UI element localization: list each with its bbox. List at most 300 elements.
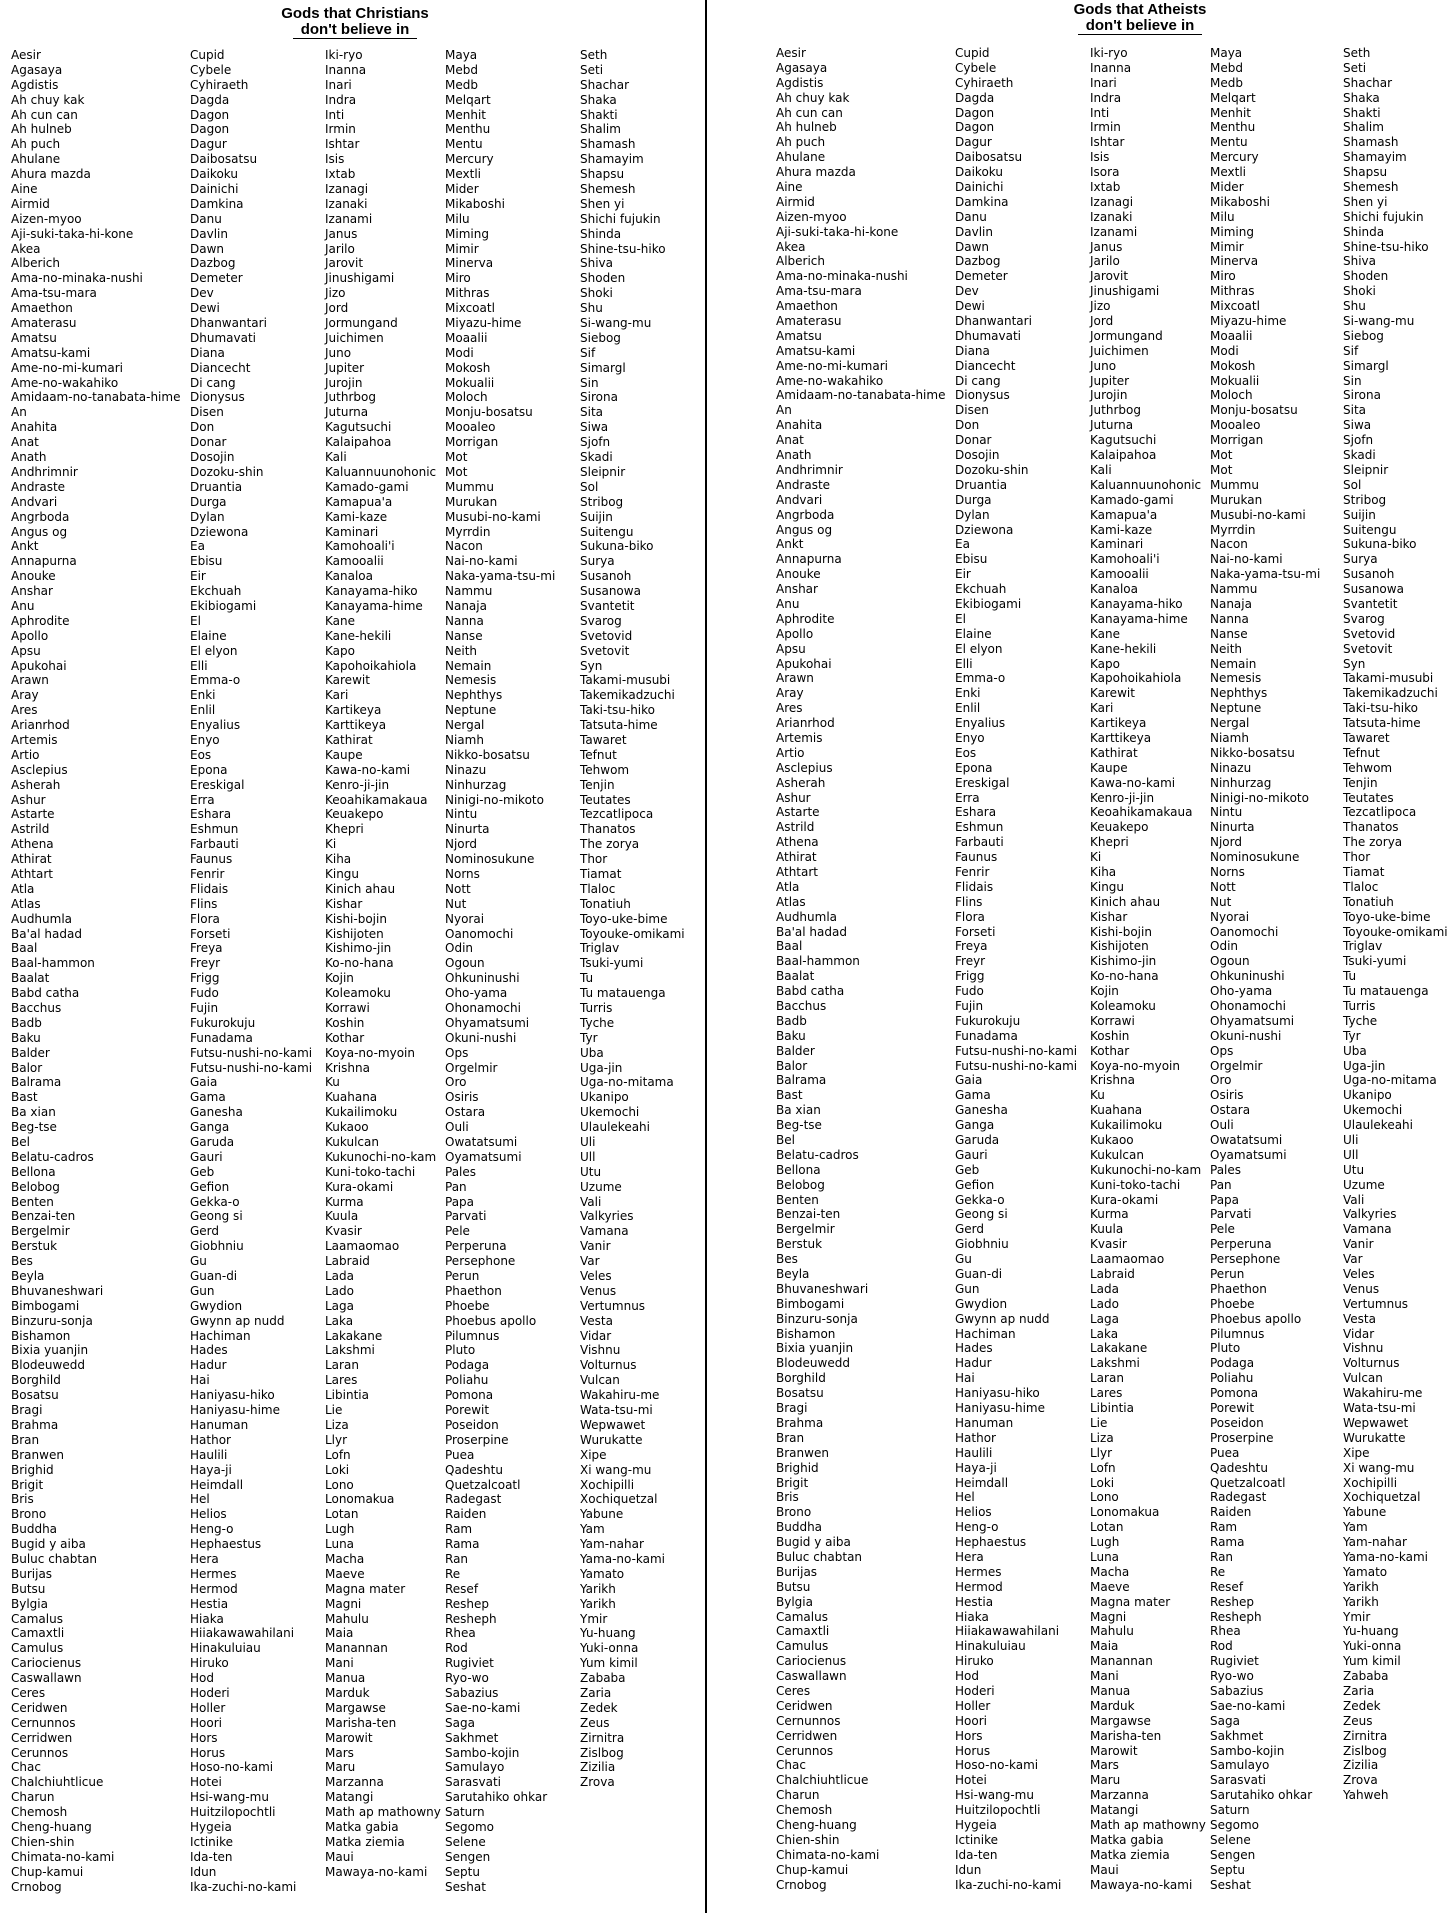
god-name: Hod — [190, 1671, 214, 1686]
god-name: Kiha — [1090, 864, 1117, 879]
god-name: Sol — [580, 479, 599, 494]
god-name: Janus — [325, 226, 358, 241]
god-name: Bast — [776, 1088, 803, 1103]
god-name: Koshin — [1090, 1028, 1130, 1043]
god-name: Inari — [325, 77, 352, 92]
god-name: Bran — [776, 1430, 805, 1445]
god-name: Tehwom — [1343, 760, 1393, 775]
god-name: Mokosh — [445, 360, 491, 375]
god-name: Sjofn — [580, 435, 611, 450]
god-name: Ika-zuchi-no-kami — [190, 1879, 297, 1894]
god-name: Re — [445, 1566, 461, 1581]
god-name: Pomona — [445, 1388, 494, 1403]
god-name: Mokosh — [1210, 358, 1256, 373]
god-name: Perun — [445, 1269, 480, 1284]
god-name: Gaia — [955, 1073, 983, 1088]
god-name: Fujin — [190, 1001, 219, 1015]
god-name: Svetovid — [1343, 626, 1396, 641]
god-name: Kvasir — [325, 1224, 362, 1239]
god-name: Apsu — [11, 643, 41, 658]
god-name: Ixtab — [1090, 180, 1121, 195]
god-name: Dewi — [190, 301, 220, 316]
god-name: Janus — [1090, 239, 1123, 254]
god-name: Korrawi — [325, 1001, 370, 1015]
god-name: Anat — [11, 435, 39, 450]
god-name: Xochiquetzal — [1343, 1490, 1421, 1505]
god-name: Lonomakua — [1090, 1505, 1160, 1520]
god-name: Kishi-bojin — [325, 911, 387, 926]
god-name: Ixtab — [325, 167, 356, 182]
god-name: Ahulane — [11, 152, 61, 167]
god-name: Oyamatsumi — [1210, 1147, 1287, 1162]
god-name: Hoori — [955, 1713, 987, 1728]
god-name: Mawaya-no-kami — [325, 1864, 428, 1879]
god-name: Neptune — [445, 703, 497, 718]
god-name: Cerridwen — [11, 1730, 73, 1745]
god-name: Akea — [11, 241, 41, 256]
god-name: Ryo-wo — [445, 1671, 489, 1686]
god-name: Buddha — [11, 1522, 58, 1537]
god-name: Chup-kamui — [11, 1864, 84, 1879]
god-name: Apollo — [776, 626, 814, 641]
god-name: Brahma — [776, 1415, 824, 1430]
god-name: Demeter — [955, 269, 1008, 284]
god-name: Bragi — [11, 1403, 43, 1418]
god-name: Nanse — [445, 628, 483, 643]
god-name: Vanir — [580, 1239, 611, 1254]
god-name: Bylgia — [11, 1596, 48, 1611]
god-name: Dionysus — [190, 390, 245, 405]
god-name: Sleipnir — [1343, 462, 1389, 477]
god-name: Ame-no-wakahiko — [776, 373, 884, 388]
god-name: The zorya — [580, 837, 640, 852]
god-name: Nikko-bosatsu — [1210, 745, 1295, 760]
god-name: Karttikeya — [1090, 730, 1152, 745]
god-name: Badb — [776, 1013, 807, 1028]
god-name: Ogoun — [1210, 954, 1250, 969]
god-name: Caswallawn — [776, 1669, 847, 1684]
god-name: Sarasvati — [445, 1775, 502, 1790]
god-name: Raiden — [1210, 1505, 1252, 1520]
god-name: Mercury — [445, 152, 494, 167]
god-name: Hadur — [955, 1356, 992, 1371]
god-name: Ogoun — [445, 956, 485, 971]
god-name: Thor — [1343, 850, 1371, 865]
god-name: Gekka-o — [955, 1192, 1005, 1207]
god-name: Horus — [190, 1745, 226, 1760]
god-name: Quetzalcoatl — [445, 1477, 521, 1492]
god-name: Kuula — [1090, 1222, 1124, 1237]
god-name: Hiruko — [955, 1654, 994, 1669]
god-name: Durga — [955, 492, 992, 507]
god-name: Moaalii — [445, 330, 488, 345]
god-name: Hoderi — [190, 1685, 230, 1700]
god-name: Moloch — [1210, 388, 1253, 403]
god-name: Izanagi — [1090, 194, 1134, 209]
god-name: Kojin — [325, 971, 354, 986]
god-name: Kanayama-hime — [1090, 611, 1188, 626]
god-name: Tu matauenga — [1343, 984, 1429, 999]
god-name: Kamooalii — [325, 554, 384, 569]
god-name: Cupid — [190, 48, 225, 62]
god-name: Gu — [190, 1254, 207, 1269]
god-name: Uga-no-mitama — [1343, 1073, 1437, 1088]
god-name: Milu — [445, 211, 470, 226]
god-name: Hinakuluiau — [190, 1641, 261, 1656]
god-name: Aphrodite — [776, 611, 835, 626]
god-name: Balrama — [776, 1073, 827, 1088]
god-name: Shu — [580, 301, 603, 316]
god-name: Flins — [190, 896, 218, 911]
god-name: Valkyries — [580, 1209, 634, 1224]
god-name: Sukuna-biko — [580, 539, 654, 554]
god-name: Amaterasu — [11, 316, 77, 331]
god-name: Porewit — [445, 1403, 490, 1418]
god-name: Gwynn ap nudd — [955, 1311, 1050, 1326]
god-name: Freyr — [955, 954, 986, 969]
god-name: Menthu — [445, 122, 491, 137]
god-name: Lares — [1090, 1386, 1123, 1401]
god-name: Matka ziemia — [325, 1834, 405, 1849]
god-name: Vidar — [580, 1328, 612, 1343]
god-name: Si-wang-mu — [580, 316, 652, 331]
god-name: Nominosukune — [1210, 850, 1300, 865]
god-name: Zaria — [1343, 1683, 1375, 1698]
god-name: Arianrhod — [11, 718, 70, 733]
god-name: Huitzilopochtli — [190, 1805, 276, 1820]
god-name: Ram — [1210, 1520, 1238, 1535]
god-name: Mikaboshi — [1210, 194, 1270, 209]
god-name: Mooaleo — [1210, 418, 1261, 433]
god-name: Xipe — [1343, 1445, 1370, 1460]
god-name: El — [190, 613, 201, 628]
god-name: Naka-yama-tsu-mi — [1210, 567, 1321, 582]
god-name: Yuki-onna — [580, 1641, 639, 1656]
god-name: Macha — [325, 1551, 365, 1566]
god-name: Uzume — [1343, 1177, 1385, 1192]
god-name: Diana — [190, 345, 225, 360]
god-name: Bhuvaneshwari — [776, 1281, 869, 1296]
god-name: Krishna — [1090, 1073, 1135, 1088]
god-name: Izanami — [1090, 224, 1138, 239]
god-name: Poliahu — [1210, 1371, 1254, 1386]
god-name: Izanagi — [325, 182, 369, 197]
god-name: Mokualii — [445, 375, 495, 390]
god-name: Astrild — [11, 822, 50, 837]
god-name: Ohyamatsumi — [445, 1015, 530, 1030]
god-name: Hel — [190, 1492, 210, 1507]
god-name: Cybele — [955, 60, 997, 75]
god-name: Baal — [776, 939, 803, 954]
god-name: Anshar — [776, 582, 818, 597]
god-name: Haniyasu-hiko — [190, 1388, 275, 1403]
god-name: Dhumavati — [955, 328, 1021, 343]
god-name: Surya — [1343, 552, 1378, 567]
god-name: Gekka-o — [190, 1194, 240, 1209]
god-name: Ulaulekeahi — [1343, 1118, 1413, 1133]
god-name: Nephthys — [1210, 686, 1268, 701]
god-name: Chemosh — [776, 1803, 833, 1818]
god-name: Gun — [955, 1281, 980, 1296]
god-name: Yarikh — [580, 1581, 616, 1596]
god-name: Koleamoku — [325, 986, 391, 1001]
god-name: Xochiquetzal — [580, 1492, 658, 1507]
god-name: Kari — [1090, 701, 1114, 716]
god-name: Mot — [1210, 462, 1233, 477]
god-name: Farbauti — [190, 837, 239, 852]
god-name: Magni — [1090, 1609, 1127, 1624]
god-name: Juturna — [1090, 418, 1134, 433]
god-name: Dagur — [955, 135, 992, 150]
god-name: Tefnut — [580, 747, 617, 762]
god-name: Lado — [325, 1283, 354, 1298]
god-name: Gama — [955, 1088, 991, 1103]
god-name: Garuda — [190, 1135, 235, 1150]
god-name: Dawn — [955, 239, 990, 254]
god-name: Okuni-nushi — [1210, 1028, 1282, 1043]
god-name: Donar — [190, 435, 227, 450]
god-name: Tu — [1343, 969, 1357, 984]
god-name: Keoahikamakaua — [325, 792, 428, 807]
god-name: Heimdall — [955, 1475, 1009, 1490]
god-name: Lie — [1090, 1415, 1108, 1430]
god-name: Musubi-no-kami — [445, 509, 541, 524]
god-name: Kukulcan — [1090, 1147, 1144, 1162]
god-name: Ouli — [1210, 1118, 1234, 1133]
god-name: Rugiviet — [1210, 1654, 1259, 1669]
god-name: Charun — [776, 1788, 820, 1803]
god-name: Ceres — [776, 1683, 811, 1698]
god-name: Ull — [1343, 1147, 1359, 1162]
god-name: Libintia — [325, 1388, 369, 1403]
god-name: Moloch — [445, 390, 488, 405]
god-name: Owatatsumi — [1210, 1133, 1283, 1148]
god-name: Amidaam-no-tanabata-hime — [11, 390, 181, 405]
god-name: Melqart — [445, 92, 491, 107]
god-name: Ama-no-minaka-nushi — [11, 271, 143, 286]
god-name: Kami-kaze — [1090, 522, 1153, 537]
god-name: Ohonamochi — [445, 1001, 521, 1015]
god-name: Wurukatte — [580, 1432, 643, 1447]
god-name: Vanir — [1343, 1237, 1374, 1252]
god-name: Ah hulneb — [11, 122, 72, 137]
god-name: Tonatiuh — [580, 896, 631, 911]
god-name: Re — [1210, 1564, 1226, 1579]
god-name: Ninurta — [445, 822, 490, 837]
god-name: Ostara — [1210, 1103, 1251, 1118]
god-name: Kanayama-hime — [325, 598, 423, 613]
god-name: Var — [580, 1254, 600, 1269]
god-name: Nanse — [1210, 626, 1248, 641]
god-name: Nut — [1210, 894, 1232, 909]
god-list-column — [1090, 46, 1206, 1892]
god-name: Maui — [1090, 1862, 1119, 1877]
god-name: Kurma — [325, 1194, 364, 1209]
god-name: Mebd — [1210, 60, 1243, 75]
god-name: Ekibiogami — [955, 596, 1022, 611]
god-name: Nanaja — [445, 598, 487, 613]
god-name: Ninazu — [1210, 760, 1252, 775]
god-name: Yabune — [580, 1507, 624, 1522]
god-name: Jarovit — [1090, 269, 1129, 284]
god-name: Lono — [325, 1477, 354, 1492]
god-name: Seshat — [1210, 1877, 1251, 1892]
god-name: Nemesis — [445, 673, 497, 688]
title-line-1: Gods that Atheists — [1073, 1, 1207, 18]
god-name: Jarovit — [325, 256, 364, 271]
god-name: Rod — [1210, 1639, 1233, 1654]
god-name: Helios — [955, 1505, 992, 1520]
god-name: Suijin — [580, 509, 613, 524]
god-name: Orgelmir — [1210, 1058, 1263, 1073]
god-name: Enki — [955, 686, 981, 701]
god-name: Yuki-onna — [1343, 1639, 1402, 1654]
god-name: Lakakane — [325, 1328, 383, 1343]
god-name: Utu — [1343, 1162, 1365, 1177]
god-name: Tyche — [580, 1015, 615, 1030]
god-name: Sjofn — [1343, 433, 1374, 448]
god-name: Siebog — [1343, 328, 1384, 343]
god-name: Hygeia — [955, 1817, 997, 1832]
god-name: Resheph — [1210, 1609, 1262, 1624]
god-name: Odin — [445, 941, 474, 956]
god-name: Kapo — [325, 643, 355, 658]
god-name: Bugid y aiba — [11, 1537, 86, 1552]
god-name: Balder — [11, 1045, 50, 1060]
god-name: Tiamat — [580, 866, 622, 881]
god-name: Haya-ji — [955, 1460, 997, 1475]
god-name: Futsu-nushi-no-kami — [955, 1058, 1078, 1073]
god-name: Diancecht — [955, 358, 1016, 373]
god-name: Aji-suki-taka-hi-kone — [11, 226, 134, 241]
vertical-divider — [705, 0, 707, 1913]
god-name: Hors — [190, 1730, 218, 1745]
god-name: Seshat — [445, 1879, 486, 1894]
god-name: Shine-tsu-hiko — [1343, 239, 1429, 254]
god-name: Hiiakawawahilani — [955, 1624, 1060, 1639]
god-name: Siwa — [1343, 418, 1372, 433]
god-name: Donar — [955, 433, 992, 448]
god-name: Ran — [445, 1551, 469, 1566]
god-name: Yama-no-kami — [580, 1551, 666, 1566]
god-name: Dziewona — [190, 524, 249, 539]
god-name: Okuni-nushi — [445, 1030, 517, 1045]
title-line-2: don't believe in — [1078, 18, 1203, 35]
god-name: Mider — [445, 182, 479, 197]
god-name: Tezcatlipoca — [1343, 805, 1417, 820]
god-name: Syn — [1343, 656, 1366, 671]
god-name: Vali — [1343, 1192, 1365, 1207]
god-name: Podaga — [1210, 1356, 1255, 1371]
god-name: Sae-no-kami — [445, 1700, 521, 1715]
god-name: Ba xian — [11, 1105, 56, 1120]
god-name: Kapohoikahiola — [325, 658, 417, 673]
god-name: Ah cun can — [776, 105, 843, 120]
god-name: Mithras — [445, 286, 490, 301]
god-name: Hsi-wang-mu — [955, 1788, 1034, 1803]
god-name: Matka gabia — [325, 1819, 399, 1834]
god-name: Cernunnos — [11, 1715, 76, 1730]
god-name: Selene — [445, 1834, 486, 1849]
god-name: Phaethon — [1210, 1281, 1267, 1296]
god-name: Lotan — [325, 1507, 359, 1522]
god-name: Mentu — [445, 137, 483, 152]
god-name: Ki — [325, 837, 337, 852]
god-name: Radegast — [1210, 1490, 1267, 1505]
god-name: Jinushigami — [1090, 284, 1160, 299]
god-name: Sae-no-kami — [1210, 1698, 1286, 1713]
god-name: Bes — [11, 1254, 33, 1269]
god-name: Yu-huang — [580, 1626, 636, 1641]
god-name: Manua — [1090, 1683, 1131, 1698]
god-name: Ouli — [445, 1120, 469, 1135]
god-name: Apukohai — [11, 658, 67, 673]
god-name: Shen yi — [580, 196, 625, 211]
god-name: Kamohoali'i — [1090, 552, 1160, 567]
god-name: Utu — [580, 1164, 602, 1179]
god-name: Sirona — [1343, 388, 1381, 403]
god-name: Lada — [1090, 1281, 1120, 1296]
god-name: Sarasvati — [1210, 1773, 1267, 1788]
god-name: Seti — [580, 62, 604, 77]
god-name: Mithras — [1210, 284, 1255, 299]
god-name: Pele — [1210, 1222, 1235, 1237]
god-name: Agdistis — [776, 75, 824, 90]
god-name: An — [776, 403, 792, 418]
god-name: Hachiman — [190, 1328, 251, 1343]
god-name: Kaminari — [325, 524, 379, 539]
god-name: Margawse — [325, 1700, 386, 1715]
god-name: Anath — [776, 448, 812, 463]
god-name: Hestia — [955, 1594, 994, 1609]
god-name: Daikoku — [190, 167, 238, 182]
god-name: Juturna — [325, 405, 369, 420]
god-name: Amatsu-kami — [776, 343, 856, 358]
god-name: Manannan — [1090, 1654, 1153, 1669]
god-name: Andvari — [11, 494, 58, 509]
god-name: Oanomochi — [445, 926, 514, 941]
god-name: Venus — [580, 1283, 617, 1298]
god-name: Binzuru-sonja — [11, 1313, 93, 1328]
god-name: Hachiman — [955, 1326, 1016, 1341]
god-name: Angrboda — [11, 509, 70, 524]
god-name: Izanaki — [1090, 209, 1133, 224]
god-name: Eir — [190, 569, 206, 584]
god-name: Jormungand — [1090, 328, 1163, 343]
god-name: Nintu — [445, 807, 478, 822]
god-name: Svetovid — [580, 628, 633, 643]
god-name: Dazbog — [190, 256, 236, 271]
god-name: Mebd — [445, 62, 478, 77]
god-name: Seti — [1343, 60, 1367, 75]
god-name: Myrrdin — [1210, 522, 1256, 537]
god-name: Ares — [11, 703, 38, 718]
god-name: Balor — [11, 1060, 43, 1075]
god-name: Thanatos — [1343, 820, 1399, 835]
god-name: Labraid — [1090, 1267, 1135, 1282]
god-name: Morrigan — [1210, 433, 1264, 448]
god-name: Dainichi — [190, 182, 239, 197]
god-name: Ama-tsu-mara — [11, 286, 97, 301]
god-name: Milu — [1210, 209, 1235, 224]
god-name: Idun — [955, 1862, 982, 1877]
god-name: Apollo — [11, 628, 49, 643]
god-name: Shamash — [580, 137, 636, 152]
god-name: Baalat — [11, 971, 50, 986]
god-name: Beg-tse — [11, 1120, 57, 1135]
god-name: Gerd — [955, 1222, 985, 1237]
god-name: Rod — [445, 1641, 468, 1656]
